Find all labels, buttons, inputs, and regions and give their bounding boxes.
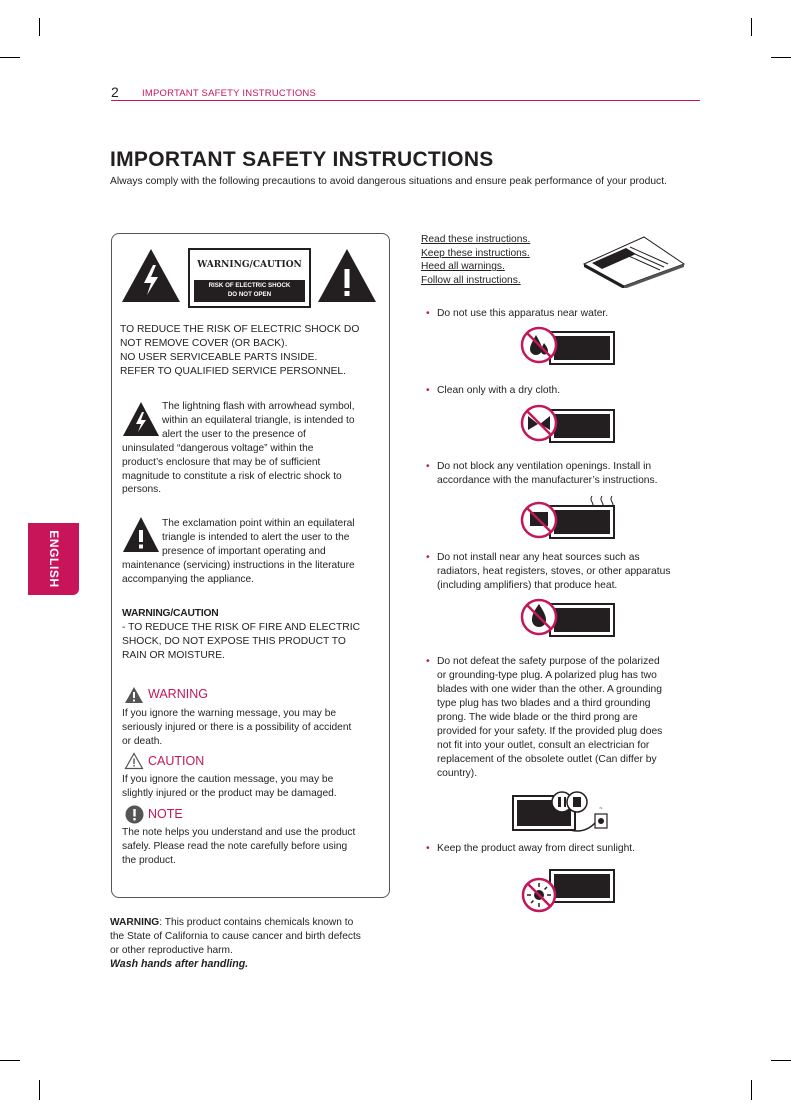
crop-mark xyxy=(751,1080,752,1100)
fire-warning xyxy=(122,607,384,663)
prop65-emphasis: Wash hands after handling. xyxy=(110,957,249,970)
bullet-plug-line: provided for your safety. If the provided plug does xyxy=(437,726,663,737)
dry-cloth-icon xyxy=(520,404,620,446)
read-list-item: Follow all instructions. xyxy=(421,274,521,286)
language-tab xyxy=(28,523,79,595)
warning-label-bottom xyxy=(194,280,305,302)
warning-heading: WARNING xyxy=(148,687,208,701)
fire-warning-heading: WARNING/CAUTION xyxy=(122,608,219,619)
crop-mark xyxy=(0,1060,20,1061)
warning-icon xyxy=(124,686,144,704)
read-list-item: Read these instructions. xyxy=(421,234,531,245)
bullet-ventilation xyxy=(426,460,707,488)
crop-mark xyxy=(771,57,791,58)
prop65-bold-label: WARNING xyxy=(110,917,160,928)
lightning-explanation xyxy=(122,400,382,497)
exclamation-text-line: triangle is intended to alert the user to the xyxy=(162,531,350,543)
warning-description xyxy=(122,707,384,749)
read-list-item: Keep these instructions. xyxy=(421,247,530,259)
page-title: IMPORTANT SAFETY INSTRUCTIONS xyxy=(110,148,494,171)
lightning-text-line: alert the user to the presence of xyxy=(162,428,306,440)
no-blocking-vent-icon xyxy=(520,494,620,542)
bullet-heat-line: (including amplifiers) that produce heat. xyxy=(437,580,618,591)
crop-mark xyxy=(0,57,20,58)
shock-notice-line: TO REDUCE THE RISK OF ELECTRIC SHOCK DO xyxy=(120,324,360,335)
page-header xyxy=(111,86,700,101)
fire-warning-line: SHOCK, DO NOT EXPOSE THIS PRODUCT TO xyxy=(122,636,346,647)
shock-notice xyxy=(120,323,382,379)
no-sunlight-icon xyxy=(520,865,620,913)
exclamation-text-line: accompanying the appliance. xyxy=(122,573,254,585)
warning-label-top: WARNING/CAUTION xyxy=(197,260,302,270)
running-header-title: IMPORTANT SAFETY INSTRUCTIONS xyxy=(142,88,317,99)
bullet-plug-line: • Do not defeat the safety purpose of the polarized xyxy=(437,656,660,667)
bullet-sunlight: • Keep the product away from direct sunlight. xyxy=(426,842,707,856)
exclamation-text-line: maintenance (servicing) instructions in the literature xyxy=(122,559,355,571)
bullet-cloth: • Clean only with a dry cloth. xyxy=(426,384,707,398)
crop-mark xyxy=(39,18,40,36)
bullet-plug-line: blades with one wider than the other. A grounding xyxy=(437,684,662,695)
note-line: The note helps you understand and use the product xyxy=(122,827,356,838)
crop-mark xyxy=(751,18,752,36)
lightning-triangle-icon xyxy=(120,247,182,304)
warning-label-line1: RISK OF ELECTRIC SHOCK xyxy=(208,282,291,289)
lightning-text-line: magnitude to constitute a risk of electric shock to xyxy=(122,470,342,482)
warning-line: If you ignore the warning message, you may be xyxy=(122,708,337,719)
read-list-item: Heed all warnings. xyxy=(421,261,505,273)
crop-mark xyxy=(39,1080,40,1100)
bullet-plug-line: country). xyxy=(437,768,478,779)
caution-heading: CAUTION xyxy=(148,754,205,768)
bullet-plug-line: replacement of the obsolete outlet (Can differ by xyxy=(437,754,657,765)
manual-book-icon xyxy=(578,234,688,288)
lightning-text-line: persons. xyxy=(122,484,162,496)
note-line: the product. xyxy=(122,854,176,866)
shock-notice-line: NOT REMOVE COVER (OR BACK). xyxy=(120,338,288,349)
language-tab-label: ENGLISH xyxy=(46,530,61,588)
read-instructions-list xyxy=(421,233,561,287)
bullet-plug-line: type plug has two blades and a third grounding xyxy=(437,698,651,709)
warning-label-line2: DO NOT OPEN xyxy=(227,290,272,298)
bullet-plug-line: or grounding-type plug. A polarized plug has two xyxy=(437,670,657,681)
caution-line: slightly injured or the product may be damaged. xyxy=(122,787,337,799)
note-line: safely. Please read the note carefully before using xyxy=(122,840,348,852)
shock-notice-line: NO USER SERVICEABLE PARTS INSIDE. xyxy=(120,352,318,363)
bullet-plug xyxy=(426,655,707,781)
bullet-plug-line: not fit into your outlet, consult an electrician for xyxy=(437,740,650,751)
exclamation-text-line: The exclamation point within an equilateral xyxy=(162,518,355,529)
bullet-heat-line: radiators, heat registers, stoves, or other apparatus xyxy=(437,566,671,577)
lightning-text-line: within an equilateral triangle, is intended to xyxy=(162,414,355,426)
bullet-ventilation-line: • Do not block any ventilation openings. Install in xyxy=(437,461,652,472)
caution-description xyxy=(122,773,384,801)
prop65-warning xyxy=(110,916,390,972)
lightning-text-line: uninsulated “dangerous voltage” within the xyxy=(122,442,314,454)
note-heading: NOTE xyxy=(148,807,183,821)
shock-notice-line: REFER TO QUALIFIED SERVICE PERSONNEL. xyxy=(120,366,347,377)
svg-text:~: ~ xyxy=(598,806,604,812)
prop65-line: or other reproductive harm. xyxy=(110,944,233,956)
prop65-line: : This product contains chemicals known to xyxy=(159,917,354,928)
no-water-icon xyxy=(520,326,620,368)
exclamation-triangle-icon xyxy=(316,247,378,304)
bullet-heat-line: • Do not install near any heat sources such as xyxy=(437,552,640,563)
no-heat-icon xyxy=(520,598,620,642)
bullet-heat xyxy=(426,551,707,593)
caution-icon xyxy=(124,752,144,770)
lightning-text-line: product’s enclosure that may be of sufficient xyxy=(122,456,321,468)
warning-line: seriously injured or there is a possibility of accident xyxy=(122,721,352,733)
grounding-plug-icon xyxy=(510,788,615,838)
bullet-water: • Do not use this apparatus near water. xyxy=(426,307,707,321)
warning-caution-label xyxy=(188,248,311,308)
intro-paragraph: Always comply with the following precautions to avoid dangerous situations and ensure peak performance of your product. xyxy=(110,176,667,187)
page-number: 2 xyxy=(111,84,119,100)
prop65-line: the State of California to cause cancer and birth defects xyxy=(110,930,361,942)
fire-warning-line: - TO REDUCE THE RISK OF FIRE AND ELECTRIC xyxy=(122,622,361,633)
bullet-plug-line: prong. The wide blade or the third prong are xyxy=(437,712,638,723)
exclamation-text-line: presence of important operating and xyxy=(162,545,326,557)
note-description xyxy=(122,826,384,868)
caution-line: If you ignore the caution message, you may be xyxy=(122,774,334,785)
bullet-ventilation-line: accordance with the manufacturer’s instructions. xyxy=(437,475,658,486)
lightning-text-line: The lightning flash with arrowhead symbol, xyxy=(162,401,355,412)
warning-line: or death. xyxy=(122,735,163,747)
exclamation-explanation xyxy=(122,517,384,587)
fire-warning-line: RAIN OR MOISTURE. xyxy=(122,650,225,661)
note-icon xyxy=(125,805,144,824)
crop-mark xyxy=(771,1060,791,1061)
